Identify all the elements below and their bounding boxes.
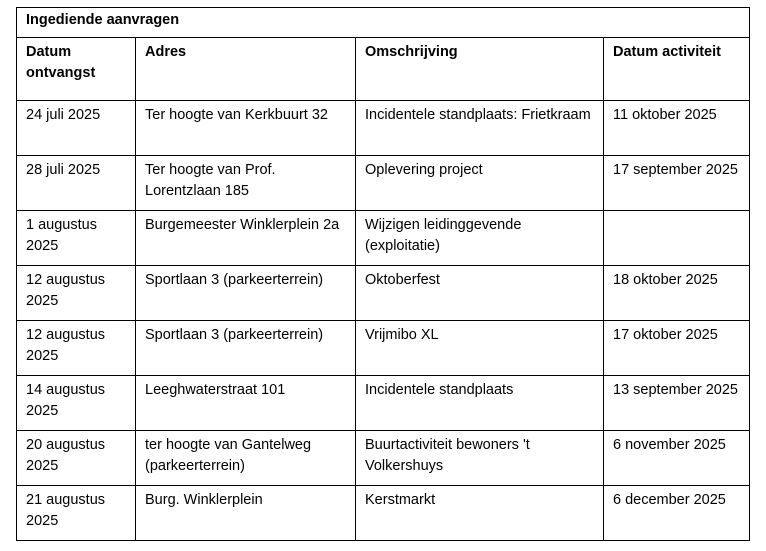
cell-datum-ontvangst: 14 augustus 2025: [17, 376, 136, 431]
table-header-row: [17, 38, 750, 101]
cell-datum-ontvangst: 28 juli 2025: [17, 156, 136, 211]
cell-adres: Ter hoogte van Prof. Lorentzlaan 185: [136, 156, 356, 211]
applications-table: [16, 7, 750, 541]
cell-omschrijving: Incidentele standplaats: Frietkraam: [356, 101, 604, 156]
table-row: [17, 101, 750, 156]
header-omschrijving: Omschrijving: [356, 38, 604, 101]
cell-datum-ontvangst: 24 juli 2025: [17, 101, 136, 156]
header-adres: Adres: [136, 38, 356, 101]
cell-datum-ontvangst: 12 augustus 2025: [17, 266, 136, 321]
cell-datum-activiteit: 11 oktober 2025: [604, 101, 750, 156]
table-row: [17, 431, 750, 486]
table-row: [17, 211, 750, 266]
cell-omschrijving: Oplevering project: [356, 156, 604, 211]
cell-omschrijving: Oktoberfest: [356, 266, 604, 321]
applications-table-container: [16, 7, 749, 541]
cell-adres: Burg. Winklerplein: [136, 486, 356, 541]
cell-adres: Sportlaan 3 (parkeerterrein): [136, 266, 356, 321]
cell-omschrijving: Wijzigen leidinggevende (exploitatie): [356, 211, 604, 266]
cell-adres: Leeghwaterstraat 101: [136, 376, 356, 431]
cell-omschrijving: Kerstmarkt: [356, 486, 604, 541]
cell-datum-activiteit: 18 oktober 2025: [604, 266, 750, 321]
table-title: Ingediende aanvragen: [17, 8, 750, 38]
cell-datum-ontvangst: 1 augustus 2025: [17, 211, 136, 266]
header-datum-ontvangst: Datum ontvangst: [17, 38, 136, 101]
cell-datum-ontvangst: 20 augustus 2025: [17, 431, 136, 486]
cell-adres: Burgemeester Winklerplein 2a: [136, 211, 356, 266]
header-datum-activiteit: Datum activiteit: [604, 38, 750, 101]
cell-datum-activiteit: 17 oktober 2025: [604, 321, 750, 376]
cell-adres: Ter hoogte van Kerkbuurt 32: [136, 101, 356, 156]
cell-datum-activiteit: 13 september 2025: [604, 376, 750, 431]
cell-datum-activiteit: [604, 211, 750, 266]
cell-adres: Sportlaan 3 (parkeerterrein): [136, 321, 356, 376]
table-row: [17, 376, 750, 431]
cell-omschrijving: Incidentele standplaats: [356, 376, 604, 431]
cell-datum-ontvangst: 21 augustus 2025: [17, 486, 136, 541]
table-row: [17, 266, 750, 321]
table-title-row: [17, 8, 750, 38]
cell-datum-activiteit: 6 november 2025: [604, 431, 750, 486]
cell-omschrijving: Buurtactiviteit bewoners 't Volkershuys: [356, 431, 604, 486]
table-row: [17, 321, 750, 376]
cell-omschrijving: Vrijmibo XL: [356, 321, 604, 376]
table-row: [17, 156, 750, 211]
cell-datum-activiteit: 6 december 2025: [604, 486, 750, 541]
cell-datum-ontvangst: 12 augustus 2025: [17, 321, 136, 376]
cell-adres: ter hoogte van Gantelweg (parkeerterrein): [136, 431, 356, 486]
cell-datum-activiteit: 17 september 2025: [604, 156, 750, 211]
table-row: [17, 486, 750, 541]
